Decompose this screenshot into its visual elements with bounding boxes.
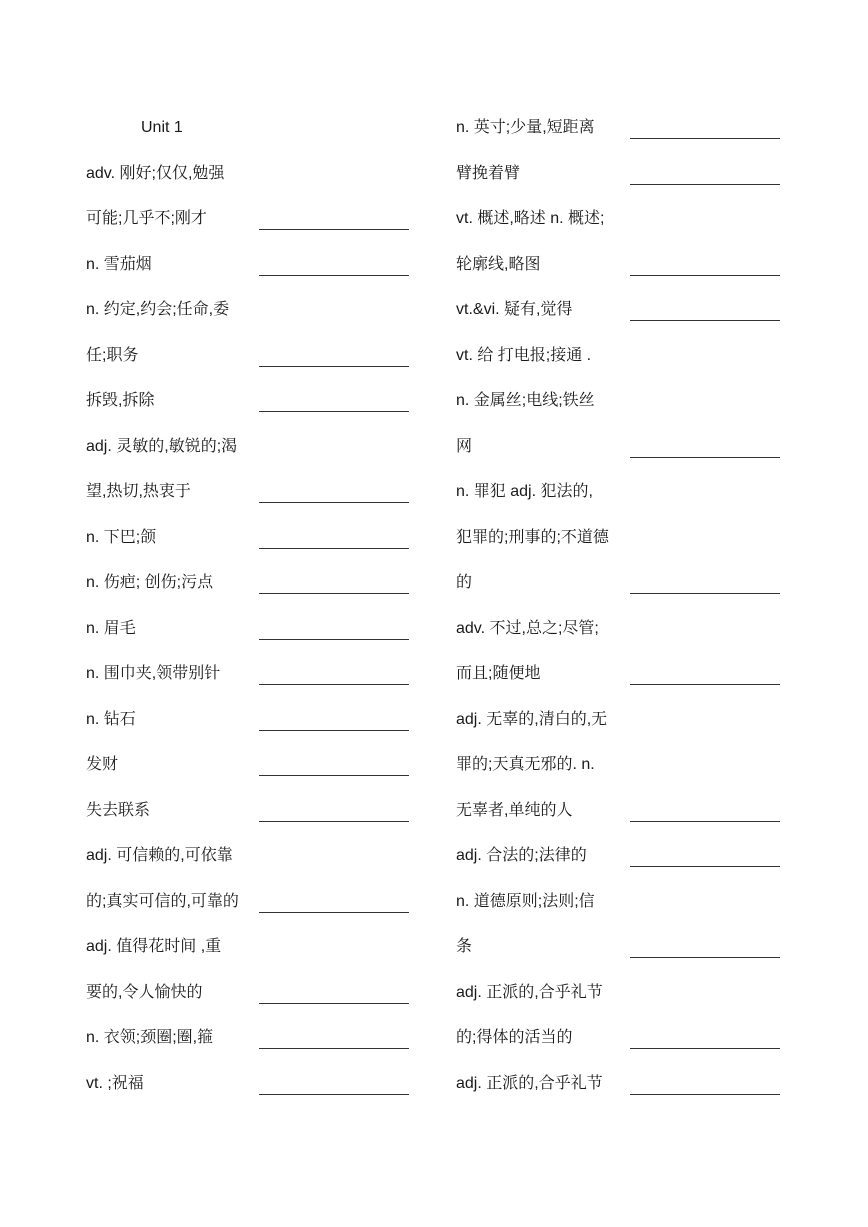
vocab-row <box>456 157 786 203</box>
answer-blank[interactable] <box>259 548 409 549</box>
definition-text: adj. 灵敏的,敏锐的;渴 <box>86 437 238 455</box>
definition-text: adj. 合法的;法律的 <box>456 847 587 864</box>
definition-text: n. 雪茄烟 <box>86 255 152 273</box>
vocab-row <box>86 521 416 567</box>
definition-text: adv. 刚好;仅仅,勉强 <box>86 164 225 182</box>
definition-text: 的 <box>456 574 473 591</box>
answer-blank[interactable] <box>259 411 409 412</box>
definition-text: 失去联系 <box>86 801 151 819</box>
vocab-row <box>86 976 416 1022</box>
vocab-row <box>456 566 786 612</box>
vocab-row <box>86 384 416 430</box>
answer-blank[interactable] <box>630 821 780 822</box>
definition-text: n. 约定,约会;任命,委 <box>86 301 230 318</box>
vocab-row <box>86 657 416 703</box>
answer-blank[interactable] <box>259 730 409 731</box>
definition-text: 的;得体的活当的 <box>456 1029 573 1046</box>
vocab-row <box>456 1067 786 1113</box>
vocab-row <box>86 1021 416 1067</box>
definition-text: n. 英寸;少量,短距离 <box>456 119 595 136</box>
answer-blank[interactable] <box>259 1094 409 1095</box>
definition-text: vt. 给 打电报;接通 . <box>456 346 592 364</box>
answer-blank[interactable] <box>630 593 780 594</box>
vocab-row <box>86 612 416 658</box>
definition-text: 望,热切,热衷于 <box>86 483 191 500</box>
definition-text: adj. 正派的,合乎礼节 <box>456 983 603 1001</box>
vocab-row <box>86 748 416 794</box>
answer-blank[interactable] <box>630 1048 780 1049</box>
vocab-row <box>86 839 416 885</box>
definition-text: 发财 <box>86 756 119 773</box>
vocab-row <box>86 930 416 976</box>
answer-blank[interactable] <box>630 138 780 139</box>
vocab-row <box>456 430 786 476</box>
definition-text: n. 衣领;颈圈;圈,箍 <box>86 1029 214 1046</box>
answer-blank[interactable] <box>259 684 409 685</box>
definition-text: n. 下巴;颌 <box>86 528 157 546</box>
answer-blank[interactable] <box>259 593 409 594</box>
vocab-row <box>456 703 786 749</box>
vocab-row <box>86 248 416 294</box>
vocab-row <box>86 202 416 248</box>
vocab-row <box>86 885 416 931</box>
answer-blank[interactable] <box>259 821 409 822</box>
vocab-row <box>86 703 416 749</box>
vocab-row <box>456 293 786 339</box>
vocab-row <box>86 566 416 612</box>
answer-blank[interactable] <box>259 775 409 776</box>
definition-text: vt. 概述,略述 n. 概述; <box>456 210 605 227</box>
vocab-row <box>86 293 416 339</box>
definition-text: adj. 正派的,合乎礼节 <box>456 1074 603 1092</box>
definition-text: adj. 无辜的,清白的,无 <box>456 710 608 728</box>
vocab-row <box>456 384 786 430</box>
definition-text: vt.&vi. 疑有,觉得 <box>456 301 573 318</box>
answer-blank[interactable] <box>259 366 409 367</box>
answer-blank[interactable] <box>630 1094 780 1095</box>
definition-text: adj. 可信赖的,可依靠 <box>86 847 233 864</box>
vocab-row <box>86 475 416 521</box>
answer-blank[interactable] <box>259 912 409 913</box>
definition-text: 要的,令人愉快的 <box>86 983 203 1001</box>
vocab-row <box>456 885 786 931</box>
definition-text: n. 眉毛 <box>86 619 136 637</box>
definition-text: adj. 值得花时间 ,重 <box>86 938 222 955</box>
vocab-row <box>86 430 416 476</box>
definition-text: n. 围巾夹,领带别针 <box>86 665 221 682</box>
vocab-row <box>456 1021 786 1067</box>
definition-text: 无辜者,单纯的人 <box>456 801 573 819</box>
answer-blank[interactable] <box>630 275 780 276</box>
left-column <box>86 111 416 1112</box>
definition-text: 而且;随便地 <box>456 665 541 682</box>
answer-blank[interactable] <box>630 457 780 458</box>
vocab-row <box>456 202 786 248</box>
answer-blank[interactable] <box>259 229 409 230</box>
unit-title: Unit 1 <box>141 119 183 136</box>
definition-text: 条 <box>456 938 473 955</box>
vocab-row <box>456 930 786 976</box>
vocab-row <box>456 976 786 1022</box>
definition-text: 臂挽着臂 <box>456 164 521 182</box>
vocab-row <box>456 612 786 658</box>
answer-blank[interactable] <box>259 502 409 503</box>
definition-text: n. 金属丝;电线;铁丝 <box>456 392 595 409</box>
vocab-row <box>86 794 416 840</box>
vocab-row <box>456 657 786 703</box>
vocab-row <box>456 794 786 840</box>
definition-text: vt. ;祝福 <box>86 1074 144 1092</box>
vocab-row <box>456 839 786 885</box>
right-column <box>456 111 786 1112</box>
vocab-row <box>456 748 786 794</box>
answer-blank[interactable] <box>259 1048 409 1049</box>
definition-text: 拆毁,拆除 <box>86 392 155 409</box>
answer-blank[interactable] <box>630 184 780 185</box>
definition-text: adv. 不过,总之;尽管; <box>456 619 599 637</box>
definition-text: 任;职务 <box>86 346 139 364</box>
answer-blank[interactable] <box>630 866 780 867</box>
answer-blank[interactable] <box>259 1003 409 1004</box>
definition-text: n. 伤疤; 创伤;污点 <box>86 574 214 591</box>
definition-text: n. 钻石 <box>86 710 136 728</box>
definition-text: 轮廓线,略图 <box>456 255 541 273</box>
vocab-row <box>456 475 786 521</box>
answer-blank[interactable] <box>259 639 409 640</box>
vocab-row <box>456 111 786 157</box>
definition-text: 可能;几乎不;刚才 <box>86 210 207 227</box>
vocab-row <box>456 339 786 385</box>
answer-blank[interactable] <box>630 957 780 958</box>
definition-text: n. 罪犯 adj. 犯法的, <box>456 483 593 500</box>
vocab-row <box>86 339 416 385</box>
definition-text: n. 道德原则;法则;信 <box>456 892 595 910</box>
vocab-row <box>86 157 416 203</box>
definition-text: 网 <box>456 437 473 455</box>
answer-blank[interactable] <box>630 684 780 685</box>
answer-blank[interactable] <box>259 275 409 276</box>
answer-blank[interactable] <box>630 320 780 321</box>
definition-text: 的;真实可信的,可靠的 <box>86 892 239 910</box>
definition-text: 犯罪的;刑事的;不道德 <box>456 528 609 546</box>
definition-text: 罪的;天真无邪的. n. <box>456 756 595 773</box>
vocab-row <box>456 248 786 294</box>
vocab-row <box>456 521 786 567</box>
vocab-row <box>86 1067 416 1113</box>
vocab-row <box>86 111 416 157</box>
